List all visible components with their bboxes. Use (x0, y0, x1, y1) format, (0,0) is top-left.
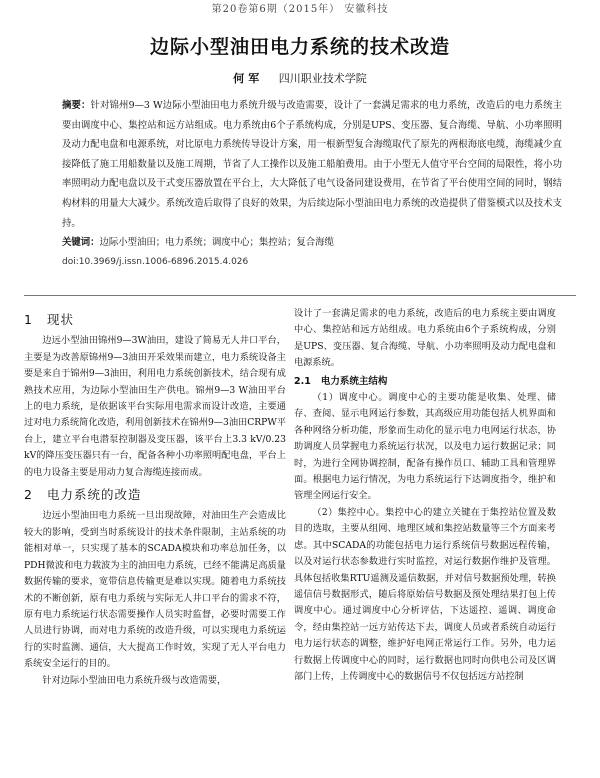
header-divider (24, 295, 576, 296)
abstract-text: 针对锦州9—3 W边际小型油田电力系统升级与改造需要，设计了一套满足需求的电力系统，改造后的电力系统主要由调度中心、集控站和远方站组成。电力系统由6个子系统构成，分别是UPS、变压器、复合海缆、导航、小功率照明及动力配电盘和电源系统，对比原电力系统传导设计方案，用一根新型复合海缆取代了原先的两根海底电缆，海缆减少直接降低了施工用船数量以及施工周期，节省了人工操作以及施工船舶费用。由于小型无人值守平台空间的局限性，将小功率照明动力配电盘以及干式变压器放置在平台上，大大降低了电气设备同建设费用，在节省了平台使用空间的同时，钢结构材料的用量大大减少。系统改造后取得了良好的效果，为后续边际小型油田电力系统的改造提供了借鉴模式以及技术支持。 (62, 100, 562, 229)
left-column (24, 306, 286, 776)
abstract-label: 摘要： (62, 100, 91, 111)
front-matter (62, 96, 562, 272)
keywords-label: 关键词： (62, 237, 100, 249)
paragraph: 边远小型油田电力系统一旦出现故障，对油田生产会造成比较大的影响，受到当时系统设计的技术条件限制，主站系统的功能相对单一，只实现了基本的SCADA模块和功率总加任务，以PDH微波和电力载波为主的油田电力系统，已经不能满足高质量数据传输的要求，宽带信息传输更是难以实现。随着电力系统技术的不断创新，原有电力系统与实际无人井口平台的需求不符，原有电力系统运行状态需要操作人员实时监督，必要时需要工作人员进行协调，而对电力系统的改造升级，可以实现电力系统运行的实时监测、通信，大大提高工作时效，实现了无人平台电力系统安全运行的目的。 (24, 510, 286, 670)
section-title: 现状 (46, 312, 74, 327)
paper-title: 边际小型油田电力系统的技术改造 (149, 36, 450, 58)
section-number: 2.1 (294, 375, 311, 387)
section-title: 电力系统的改造 (46, 487, 142, 503)
right-column (294, 306, 556, 776)
section-2-1-heading (294, 374, 556, 390)
section-2-heading (24, 487, 286, 503)
doi: doi:10.3969/j.issn.1006-6896.2015.4.026 (62, 256, 249, 267)
keywords (62, 233, 562, 253)
author-name: 何军 (233, 72, 264, 85)
keywords-text: 边际小型油田；电力系统；调度中心；集控站；复合海缆 (99, 237, 334, 249)
section-title: 电力系统主结构 (320, 375, 388, 387)
section-1-heading (24, 312, 286, 328)
author-line (0, 70, 600, 86)
paragraph: 设计了一套满足需求的电力系统，改造后的电力系统主要由调度中心、集控站和远方站组成。电力系统由6个子系统构成，分别是UPS、变压器、复合海缆、导航、小功率照明及动力配电盘和电源系统。 (294, 308, 556, 369)
running-head: 第20卷第6期（2015年） 安徽科技 (211, 4, 389, 14)
paragraph: （1）调度中心。调度中心的主要功能是收集、处理、储存、查阅、显示电网运行参数，其高级应用功能包括人机界面和各种网络分析功能，形象而生动化的显示电力电网运行状态，协助调度人员掌握电力系统运行状况，以及电力运行数据记录；同时，为进行全网协调控制，配备有操作员口、辅助工具和管理界面。根据电力运行情况，为电力系统运行下达调度指令，维护和管理全网运行安全。 (294, 392, 556, 502)
section-number: 2 (24, 487, 33, 503)
paragraph: 针对边际小型油田电力系统升级与改造需要， (42, 674, 227, 686)
author-affiliation: 四川职业技术学院 (278, 72, 367, 85)
section-number: 1 (24, 312, 33, 327)
paragraph: （2）集控中心。集控中心的建立关键在于集控站位置及数目的选取，主要从组网、地理区域和集控站数量等三个方面来考虑。其中SCADA的功能包括电力运行系统信号数据远程传输，以及对运行状态参数进行实时监控，对运行数据作维护及管理。具体包括收集RTU遥测及遥信数据，并对信号数据预处理，转换遥信信号数据形式，随后将原始信号数据及预处理结果打包上传调度中心。通过调度中心分析评估，下达遥控、遥调、调度命令，经由集控站一远方站传达下去，调度人员或者系统自动运行电力运行状态的调整，维护好电网正常运行工作。另外，电力运行数据上传调度中心的同时，运行数据也同时向供电公司及区调部门上传，上传调度中心的数据信号不仅包括远方站控制 (294, 506, 556, 682)
paragraph: 边远小型油田锦州9—3W油田，建设了简易无人井口平台，主要是为改善原锦州9—3油田开采效果而建立，电力系统设备主要是来自于锦州9—3油田，利用电力系统创新技术，结合现有成熟技术应用，为边际小型油田生产供电。锦州9—3 W油田平台上的电力系统，是依据该平台实际用电需求而设计改造，主要通过对电力系统简化改造，利用创新技术在锦州9—3油田CRPW平台上，建立平台电潜泵控制器及变压器，该平台上3.3 kV/0.23 kV的降压变压器只有一台，配备各种小功率照明配电盘，平台上的电力设备主要是用动力复合海缆连接而成。 (24, 335, 286, 478)
abstract (62, 96, 562, 233)
